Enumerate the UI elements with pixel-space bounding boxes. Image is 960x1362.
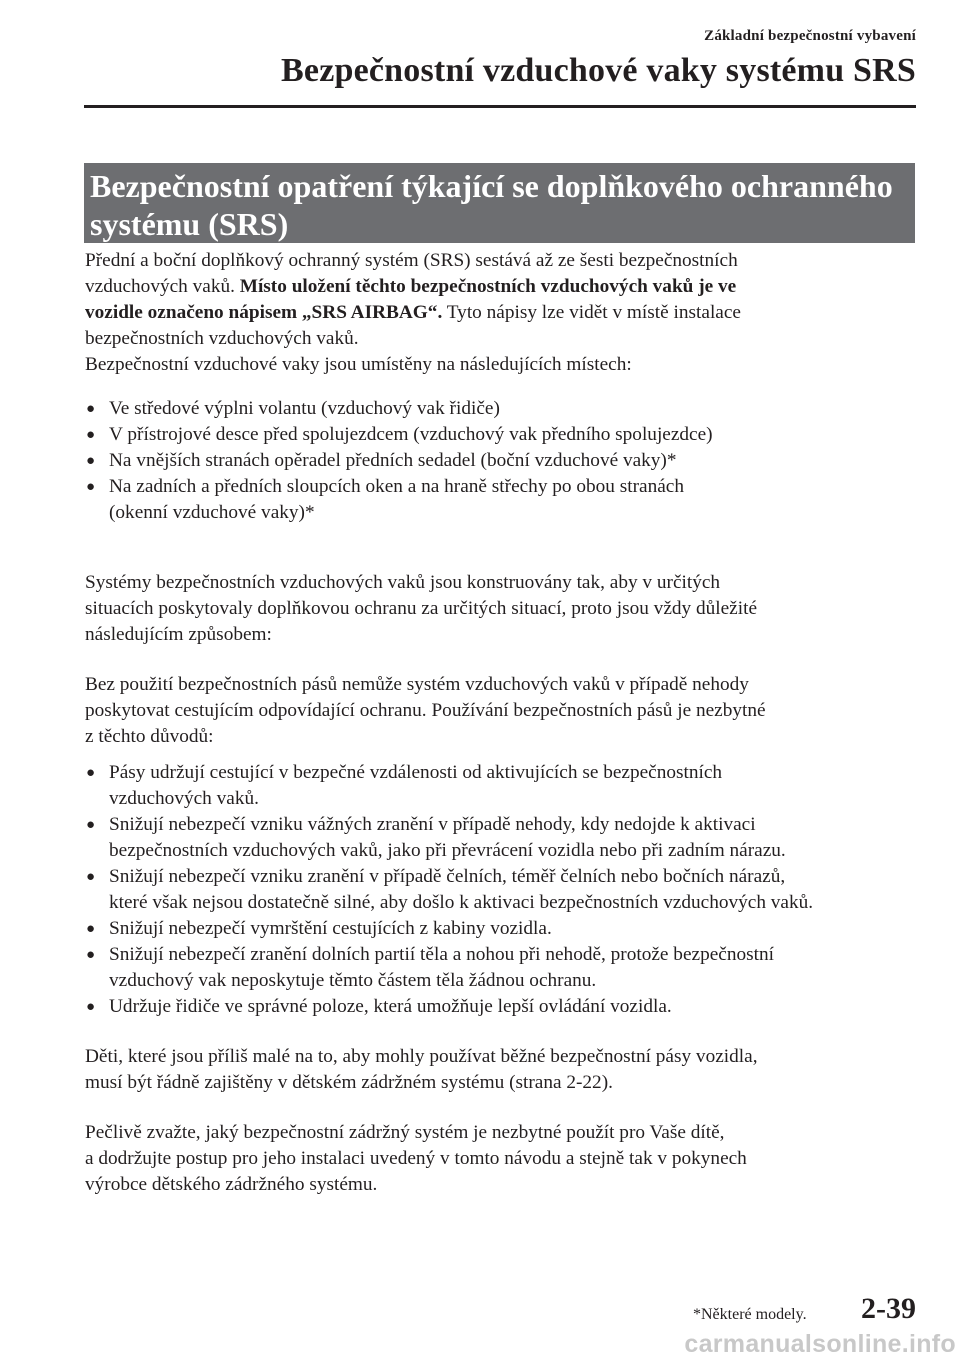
intro-text: Přední a boční doplňkový ochranný systém (SRS) sestává až ze šesti bezpečnostních: [85, 250, 738, 271]
locations-lead: Bezpečnostní vzduchové vaky jsou umístěny na následujících místech:: [85, 354, 632, 375]
intro-paragraph: [85, 248, 915, 352]
intro-text: Tyto nápisy lze vidět v místě instalace: [442, 302, 741, 323]
main-content: [85, 248, 915, 1198]
section-heading-line-2: systému (SRS): [90, 206, 289, 242]
list-item: ● Udržuje řidiče ve správné poloze, která umožňuje lepší ovládání vozidla.: [85, 994, 915, 1020]
page-number: 2-39: [861, 1292, 916, 1325]
intro-text: bezpečnostních vzduchových vaků.: [85, 328, 359, 349]
bullet-icon: ●: [86, 427, 96, 443]
design-paragraph: Systémy bezpečnostních vzduchových vaků jsou konstruovány tak, aby v určitých situacích poskytovaly doplňkovou ochranu za určitých situací, proto jsou vždy důležité následujícím způsobem:: [85, 572, 758, 645]
bullet-icon: ●: [86, 999, 96, 1015]
airbag-locations-list: [85, 396, 915, 526]
list-item: ● Na zadních a předních sloupcích oken a na hraně střechy po obou stranách (okenní vzduchové vaky)*: [86, 476, 685, 523]
intro-emphasis: vozidle označeno nápisem „SRS AIRBAG“.: [85, 302, 443, 323]
list-item: ● Na vnějších stranách opěradel předních sedadel (boční vzduchové vaky)*: [85, 448, 915, 474]
section-heading: [84, 163, 915, 243]
footnote: *Některé modely.: [693, 1306, 807, 1323]
bullet-icon: ●: [86, 401, 96, 417]
list-item: ● Snižují nebezpečí vzniku vážných zranění v případě nehody, kdy nedojde k aktivaci bezpečnostních vzduchových vaků, jako při převrácení vozidla nebo při zadním nárazu.: [86, 814, 786, 861]
bullet-icon: ●: [86, 921, 96, 937]
list-item: ● V přístrojové desce před spolujezdcem (vzduchový vak předního spolujezdce): [85, 422, 915, 448]
bullet-icon: ●: [86, 765, 96, 781]
section-heading-line-1: Bezpečnostní opatření týkající se doplňkového ochranného: [90, 168, 893, 204]
list-item: ● Pásy udržují cestující v bezpečné vzdálenosti od aktivujících se bezpečnostních vzduchových vaků.: [86, 762, 723, 809]
bullet-icon: ●: [86, 869, 96, 885]
list-item: ● Snižují nebezpečí vzniku zranění v případě čelních, téměř čelních nebo bočních nárazů, které však nejsou dostatečně silné, aby došlo k aktivaci bezpečnostních vzduchových vaků.: [86, 866, 814, 913]
bullet-icon: ●: [86, 479, 96, 495]
watermark: carmanualsonline.info: [684, 1330, 956, 1358]
seatbelt-paragraph: Bez použití bezpečnostních pásů nemůže systém vzduchových vaků v případě nehody poskytovat cestujícím odpovídající ochranu. Používání bezpečnostních pásů je nezbytné z těchto důvodů:: [85, 674, 766, 747]
bullet-icon: ●: [86, 453, 96, 469]
seatbelt-reasons-list: [85, 760, 915, 1020]
intro-text: vzduchových vaků.: [85, 276, 240, 297]
bullet-icon: ●: [86, 947, 96, 963]
running-header-title: Bezpečnostní vzduchové vaky systému SRS: [281, 52, 916, 89]
intro-emphasis: Místo uložení těchto bezpečnostních vzduchových vaků je ve: [239, 276, 737, 297]
child-restraint-paragraph: Pečlivě zvažte, jaký bezpečnostní zádržný systém je nezbytné použít pro Vaše dítě, a dodržujte postup pro jeho instalaci uvedený v tomto návodu a stejně tak v pokynech výrobce dětského zádržného systému.: [85, 1122, 747, 1195]
list-item: ● Snižují nebezpečí vymrštění cestujících z kabiny vozidla.: [85, 916, 915, 942]
running-header-subtitle: Základní bezpečnostní vybavení: [704, 28, 916, 44]
children-paragraph: Děti, které jsou příliš malé na to, aby mohly používat běžné bezpečnostní pásy vozidla, musí být řádně zajištěny v dětském zádržném systému (strana 2-22).: [85, 1046, 758, 1093]
list-item: ● Ve středové výplni volantu (vzduchový vak řidiče): [85, 396, 915, 422]
list-item: ● Snižují nebezpečí zranění dolních partií těla a nohou při nehodě, protože bezpečnostní vzduchový vak neposkytuje těmto částem těla žádnou ochranu.: [86, 944, 774, 991]
bullet-icon: ●: [86, 817, 96, 833]
header-divider: [84, 105, 916, 108]
